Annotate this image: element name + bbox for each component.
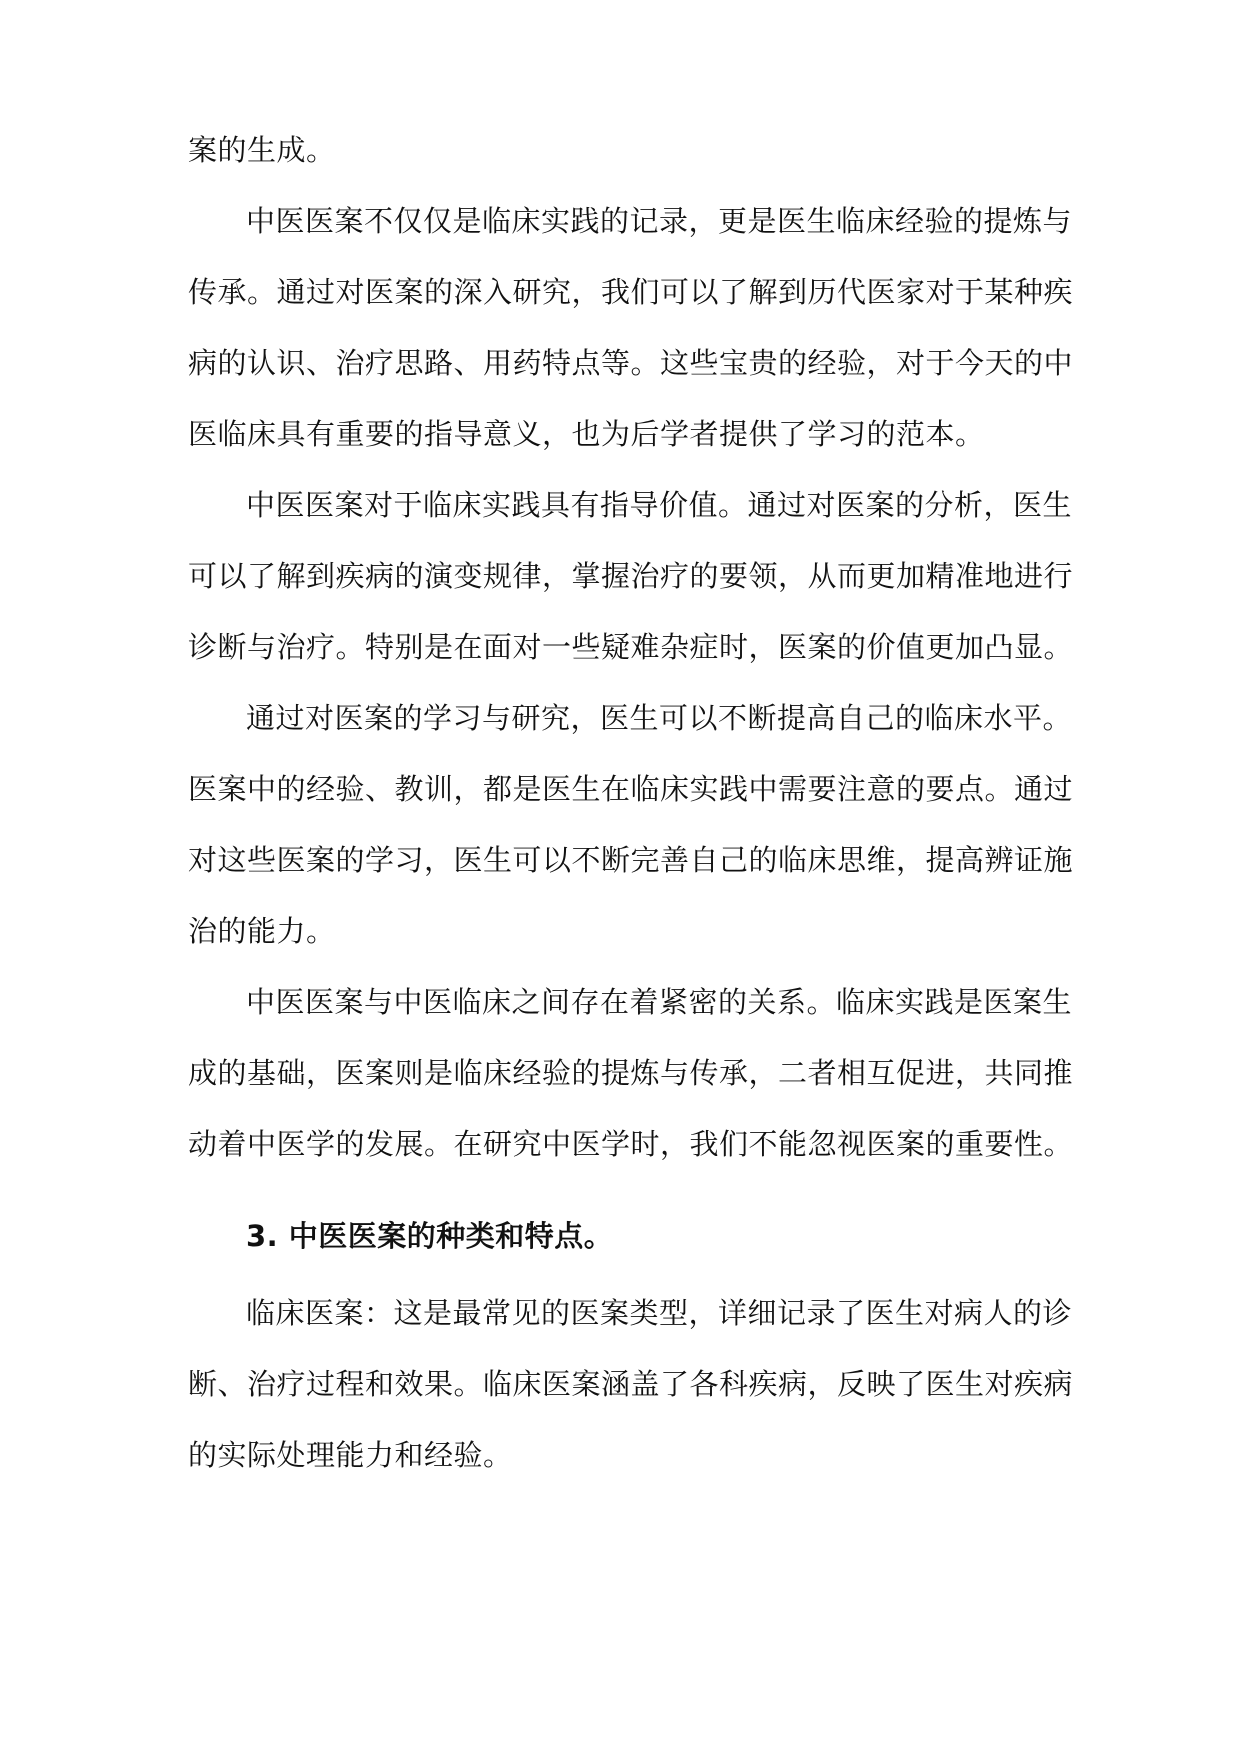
paragraph-line: 案的生成。: [188, 133, 336, 167]
paragraph-line: 断、治疗过程和效果。临床医案涵盖了各科疾病，反映了医生对疾病: [188, 1367, 1074, 1401]
paragraph-line: 对这些医案的学习，医生可以不断完善自己的临床思维，提高辨证施: [188, 843, 1074, 877]
paragraph-line: 中医医案与中医临床之间存在着紧密的关系。临床实践是医案生: [246, 985, 1073, 1019]
paragraph-line: 传承。通过对医案的深入研究，我们可以了解到历代医家对于某种疾: [188, 275, 1074, 309]
section-heading: 3. 中医医案的种类和特点。: [246, 1219, 614, 1253]
paragraph-line: 临床医案：这是最常见的医案类型，详细记录了医生对病人的诊: [246, 1296, 1073, 1330]
paragraph-line: 医临床具有重要的指导意义，也为后学者提供了学习的范本。: [188, 417, 985, 451]
paragraph-line: 医案中的经验、教训，都是医生在临床实践中需要注意的要点。通过: [188, 772, 1074, 806]
paragraph-line: 中医医案对于临床实践具有指导价值。通过对医案的分析，医生: [246, 488, 1073, 522]
paragraph-line: 的实际处理能力和经验。: [188, 1438, 513, 1472]
paragraph-line: 中医医案不仅仅是临床实践的记录，更是医生临床经验的提炼与: [246, 204, 1073, 238]
paragraph-line: 可以了解到疾病的演变规律，掌握治疗的要领，从而更加精准地进行: [188, 559, 1074, 593]
paragraph-line: 诊断与治疗。特别是在面对一些疑难杂症时，医案的价值更加凸显。: [188, 630, 1074, 664]
paragraph-line: 治的能力。: [188, 914, 336, 948]
paragraph-line: 通过对医案的学习与研究，医生可以不断提高自己的临床水平。: [246, 701, 1073, 735]
paragraph-line: 动着中医学的发展。在研究中医学时，我们不能忽视医案的重要性。: [188, 1127, 1074, 1161]
paragraph-line: 成的基础，医案则是临床经验的提炼与传承，二者相互促进，共同推: [188, 1056, 1074, 1090]
paragraph-line: 病的认识、治疗思路、用药特点等。这些宝贵的经验，对于今天的中: [188, 346, 1074, 380]
